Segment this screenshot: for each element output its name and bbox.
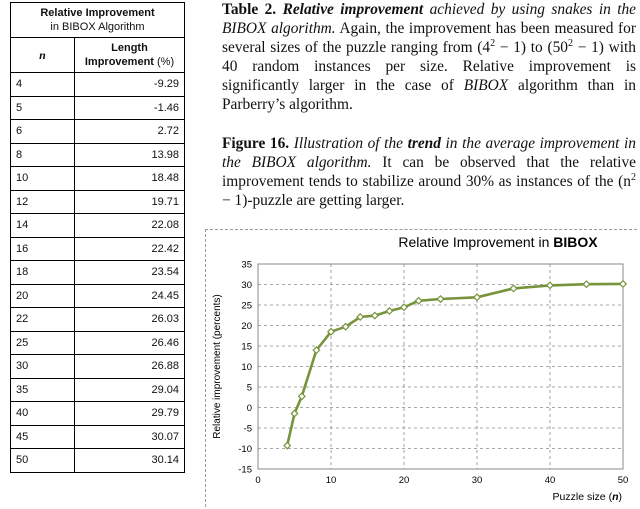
cell-n: 30 [11, 355, 75, 379]
cell-n: 6 [11, 120, 75, 144]
column-header-length-line1: Length [111, 42, 148, 54]
y-tick-label: 20 [241, 321, 252, 332]
cell-n: 8 [11, 143, 75, 167]
cell-improvement: 13.98 [75, 143, 185, 167]
x-axis-label: Puzzle size (n) [552, 491, 622, 503]
x-tick-label: 50 [617, 475, 629, 486]
cell-n: 20 [11, 284, 75, 308]
x-tick-label: 20 [398, 475, 410, 486]
data-point [547, 282, 553, 288]
table-header-row [11, 38, 185, 73]
data-point [284, 442, 290, 448]
chart-title: Relative Improvement in BIBOX [398, 234, 598, 250]
table-row [11, 190, 185, 214]
cell-improvement: 22.08 [75, 214, 185, 238]
table-row [11, 120, 185, 144]
data-point [583, 281, 589, 287]
table-caption-line1: Relative Improvement [40, 7, 155, 19]
cell-n: 18 [11, 261, 75, 285]
table-2-label: Table 2. [222, 1, 277, 18]
y-tick-label: 5 [246, 382, 252, 394]
superscript: 2 [567, 37, 573, 49]
table-row [11, 284, 185, 308]
data-point [510, 285, 516, 291]
caption-text: achieved by using snakes in the [423, 1, 636, 18]
figure-16-label: Figure 16. [222, 135, 290, 152]
x-tick-label: 40 [544, 475, 556, 486]
cell-n: 4 [11, 73, 75, 97]
y-tick-label: 30 [241, 280, 252, 291]
cell-improvement: 26.03 [75, 308, 185, 332]
cell-n: 45 [11, 425, 75, 449]
improvement-table [10, 2, 185, 473]
table-row [11, 402, 185, 426]
cell-improvement: 22.42 [75, 237, 185, 261]
cell-n: 35 [11, 378, 75, 402]
table-row [11, 261, 185, 285]
table-row [11, 378, 185, 402]
column-header-n: n [11, 38, 75, 73]
data-point [620, 281, 626, 287]
y-tick-label: -15 [238, 464, 252, 476]
cell-improvement: 30.07 [75, 425, 185, 449]
table-row [11, 73, 185, 97]
caption-text: in the average improvement in the BIBOX algorithm. [222, 135, 636, 171]
table-row [11, 143, 185, 167]
table-row [11, 96, 185, 120]
cell-improvement: 30.14 [75, 449, 185, 473]
data-point [437, 296, 443, 302]
x-tick-label: 10 [325, 475, 337, 486]
cell-n: 50 [11, 449, 75, 473]
cell-improvement: -1.46 [75, 96, 185, 120]
cell-improvement: -9.29 [75, 73, 185, 97]
cell-n: 40 [11, 402, 75, 426]
cell-n: 25 [11, 331, 75, 355]
caption-text: Illustration of the [289, 135, 408, 152]
y-tick-label: -5 [243, 423, 252, 435]
cell-improvement: 26.46 [75, 331, 185, 355]
cell-n: 5 [11, 96, 75, 120]
data-point [372, 312, 378, 318]
table-caption-row [11, 3, 185, 38]
x-tick-label: 0 [255, 475, 261, 486]
improvement-chart [206, 230, 638, 508]
cell-improvement: 29.04 [75, 378, 185, 402]
y-axis-label: Relative improvement (percents) [212, 294, 223, 439]
caption-text: algorithm than in Parberry’s algorithm. [222, 77, 636, 113]
y-tick-label: 0 [246, 403, 252, 414]
cell-n: 12 [11, 190, 75, 214]
y-tick-label: 25 [241, 300, 252, 312]
table-2-caption [222, 0, 636, 114]
table-row [11, 167, 185, 191]
data-point [386, 308, 392, 314]
cell-improvement: 29.79 [75, 402, 185, 426]
caption-text: trend [407, 135, 441, 152]
cell-n: 16 [11, 237, 75, 261]
cell-improvement: 26.88 [75, 355, 185, 379]
caption-text: BIBOX algorithm. [222, 20, 336, 37]
cell-n: 22 [11, 308, 75, 332]
y-tick-label: 10 [241, 362, 252, 373]
caption-text: − 1)-puzzle are getting larger. [222, 192, 405, 209]
column-header-length [75, 38, 185, 73]
cell-n: 10 [11, 167, 75, 191]
caption-text: BIBOX [463, 77, 509, 94]
table-row [11, 425, 185, 449]
table-row [11, 355, 185, 379]
table-caption-line2: in BIBOX Algorithm [50, 21, 145, 33]
caption-text: It can be observed that the relative improvement tends to stabilize around 30% as instances of the (n [222, 154, 636, 190]
table-2-title: Relative improvement [282, 1, 424, 18]
table-row [11, 214, 185, 238]
y-tick-label: 35 [241, 259, 252, 271]
caption-text: Again, the improvement has been measured for several sizes of the puzzle ranging from (4 [222, 20, 636, 56]
cell-n: 14 [11, 214, 75, 238]
y-tick-label: -10 [238, 444, 252, 455]
x-tick-label: 30 [471, 475, 483, 486]
table-row [11, 331, 185, 355]
table-row [11, 449, 185, 473]
y-tick-label: 15 [241, 341, 252, 353]
caption-text: − 1) to (50 [495, 39, 568, 56]
column-header-length-unit: (%) [157, 56, 175, 68]
data-point [474, 294, 480, 300]
series-line [287, 284, 623, 446]
cell-improvement: 23.54 [75, 261, 185, 285]
figure-16-caption [222, 134, 636, 210]
table-row [11, 308, 185, 332]
superscript: 2 [490, 37, 496, 49]
cell-improvement: 18.48 [75, 167, 185, 191]
cell-improvement: 24.45 [75, 284, 185, 308]
table-caption [11, 3, 185, 38]
caption-text: − 1) with 40 random instances per size. Relative improvement is significantly larger in the case of [222, 39, 636, 94]
column-header-length-line2: Improvement [84, 56, 154, 68]
cell-improvement: 2.72 [75, 120, 185, 144]
chart-frame [205, 229, 637, 507]
cell-improvement: 19.71 [75, 190, 185, 214]
superscript: 2 [631, 171, 636, 183]
table-row [11, 237, 185, 261]
